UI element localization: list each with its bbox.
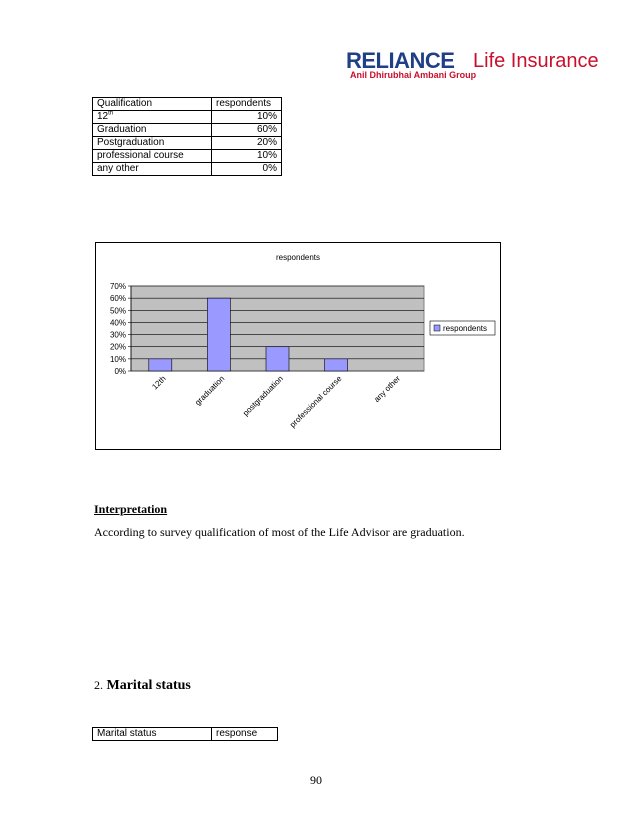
bar (149, 359, 172, 371)
logo-group: Anil Dhirubhai Ambani Group (350, 70, 477, 80)
chart-title: respondents (275, 253, 321, 262)
y-tick-label: 70% (109, 282, 126, 291)
bar-chart (95, 242, 501, 450)
table-row (93, 137, 282, 150)
y-tick-label: 20% (109, 342, 126, 352)
y-tick-label: 40% (109, 318, 126, 328)
table-row (93, 150, 282, 163)
table-header-row (93, 98, 282, 111)
header-marital-status: Marital status (93, 728, 212, 741)
row-label: Postgraduation (93, 137, 212, 150)
section-title: Marital status (106, 678, 191, 693)
row-value: 10% (212, 150, 282, 163)
x-tick-label: graduation (193, 374, 227, 408)
x-tick-label: postgraduation (241, 374, 285, 418)
row-label: Graduation (93, 124, 212, 137)
section-heading (94, 678, 191, 694)
section-number: 2. (94, 678, 103, 692)
logo-product: Life Insurance (473, 50, 599, 72)
y-tick-label: 0% (114, 367, 126, 376)
header-respondents: respondents (212, 98, 282, 111)
bar (207, 298, 230, 371)
reliance-logo (346, 48, 612, 82)
qualification-table (92, 97, 282, 176)
marital-table (92, 727, 278, 741)
interpretation-text: According to survey qualification of most of the Life Advisor are graduation. (94, 525, 465, 539)
bar (325, 359, 348, 371)
row-value: 10% (212, 111, 282, 124)
header-response: response (212, 728, 278, 741)
y-tick-label: 30% (109, 330, 126, 340)
x-tick-label: professional course (288, 374, 344, 430)
table-row (93, 111, 282, 124)
chart-svg (96, 243, 500, 449)
legend-swatch (434, 325, 440, 331)
row-value: 60% (212, 124, 282, 137)
y-tick-label: 50% (109, 306, 126, 316)
table-header-row (93, 728, 278, 741)
y-tick-label: 60% (109, 294, 126, 304)
row-label: any other (93, 163, 212, 176)
x-tick-label: 12th (150, 374, 168, 392)
table-row (93, 124, 282, 137)
page-number: 90 (310, 773, 322, 787)
row-label: 12th (93, 111, 212, 124)
row-value: 0% (212, 163, 282, 176)
x-tick-label: any other (372, 374, 403, 405)
table-row (93, 163, 282, 176)
legend-label: respondents (443, 324, 488, 333)
y-tick-label: 10% (109, 354, 126, 364)
interpretation-heading: Interpretation (94, 502, 168, 516)
bar (266, 347, 289, 371)
row-value: 20% (212, 137, 282, 150)
header-qualification: Qualification (93, 98, 212, 111)
row-label: professional course (93, 150, 212, 163)
logo-brand: RELIANCE (346, 48, 455, 73)
